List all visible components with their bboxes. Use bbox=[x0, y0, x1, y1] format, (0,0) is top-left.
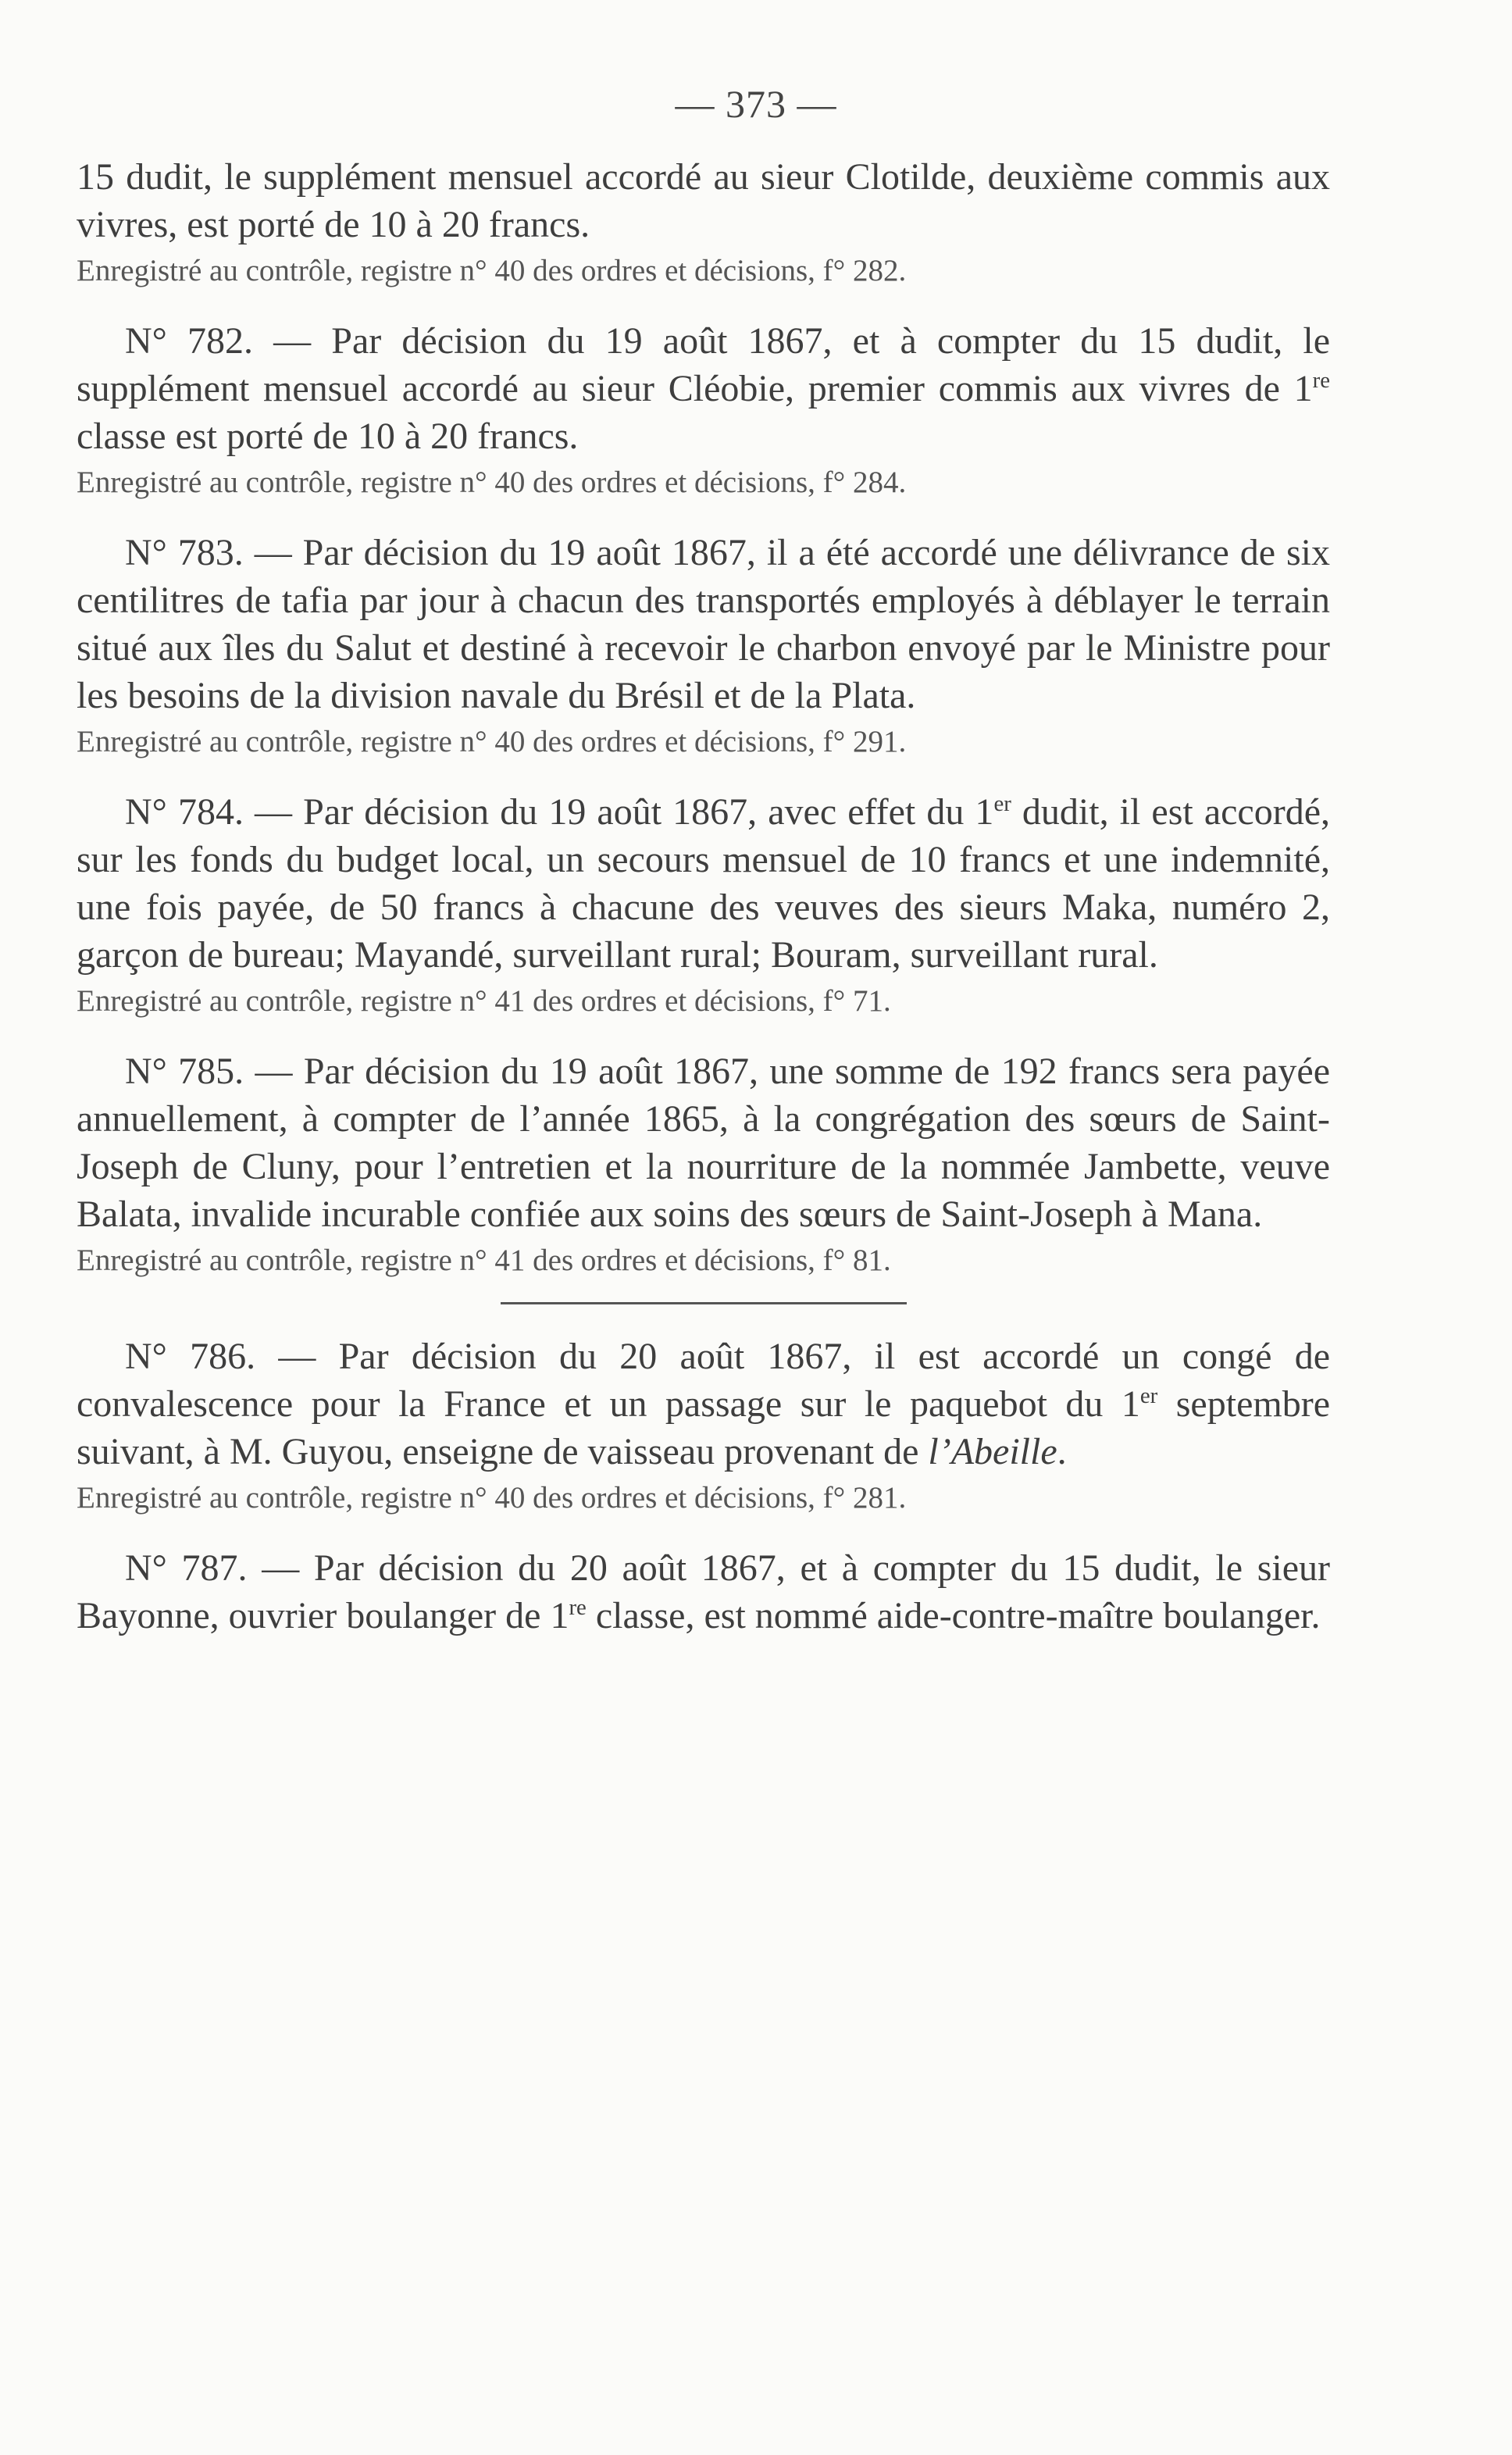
register-note: Enregistré au contrôle, registre n° 40 des ordres et décisions, f° 291. bbox=[77, 725, 907, 758]
entry-number: N° 787. bbox=[125, 1547, 248, 1589]
register-note: Enregistré au contrôle, registre n° 40 des ordres et décisions, f° 282. bbox=[77, 254, 907, 287]
entry-number: N° 783. bbox=[125, 532, 244, 573]
page-number: — 373 — bbox=[675, 82, 837, 126]
entry-number: N° 785. bbox=[125, 1051, 244, 1092]
entry-number: N° 784. bbox=[125, 791, 244, 833]
entry-782: N° 782. — Par décision du 19 août 1867, et à compter du 15 dudit, le supplément mensuel accordé au sieur Cléobie, premier commis aux vivres de 1re classe est porté de 10 à 20 francs. bbox=[77, 320, 1331, 457]
register-note: Enregistré au contrôle, registre n° 40 des ordres et décisions, f° 284. bbox=[77, 466, 907, 499]
ship-name: l’Abeille bbox=[928, 1431, 1057, 1472]
entry-number: N° 786. bbox=[125, 1336, 256, 1377]
entry-786: N° 786. — Par décision du 20 août 1867, il est accordé un congé de convalescence pour la France et un passage sur le paquebot du 1er septembre suivant, à M. Guyou, enseigne de vaisseau provenant de l’Abeille. bbox=[77, 1336, 1331, 1472]
entry-number: N° 782. bbox=[125, 320, 253, 362]
register-note: Enregistré au contrôle, registre n° 40 des ordres et décisions, f° 281. bbox=[77, 1481, 907, 1515]
register-note: Enregistré au contrôle, registre n° 41 des ordres et décisions, f° 71. bbox=[77, 984, 891, 1018]
entry-785: N° 785. — Par décision du 19 août 1867, une somme de 192 francs sera payée annuellement, à compter de l’année 1865, à la congrégation des sœurs de Saint-Joseph de Cluny, pour l’entretien et la nourriture de la nommée Jambette, veuve Balata, invalide incurable confiée aux soins des sœurs de Saint-Joseph à Mana. bbox=[77, 1051, 1331, 1235]
text-column bbox=[77, 153, 1330, 1640]
paragraph-carry-over: 15 dudit, le supplément mensuel accordé au sieur Clotilde, deuxième commis aux vivres, est porté de 10 à 20 francs. bbox=[77, 156, 1330, 245]
section-divider bbox=[501, 1302, 907, 1304]
entry-787: N° 787. — Par décision du 20 août 1867, et à compter du 15 dudit, le sieur Bayonne, ouvrier boulanger de 1re classe, est nommé aide-contre-maître boulanger. bbox=[77, 1547, 1330, 1636]
entry-784: N° 784. — Par décision du 19 août 1867, avec effet du 1er dudit, il est accordé, sur les fonds du budget local, un secours mensuel de 10 francs et une indemnité, une fois payée, de 50 francs à chacune des veuves des sieurs Maka, numéro 2, garçon de bureau; Mayandé, surveillant rural; Bouram, surveillant rural. bbox=[77, 791, 1331, 976]
entry-783: N° 783. — Par décision du 19 août 1867, il a été accordé une délivrance de six centilitres de tafia par jour à chacun des transportés employés à déblayer le terrain situé aux îles du Salut et destiné à recevoir le charbon envoyé par le Ministre pour les besoins de la division navale du Brésil et de la Plata. bbox=[77, 532, 1331, 716]
register-note: Enregistré au contrôle, registre n° 41 des ordres et décisions, f° 81. bbox=[77, 1244, 891, 1277]
